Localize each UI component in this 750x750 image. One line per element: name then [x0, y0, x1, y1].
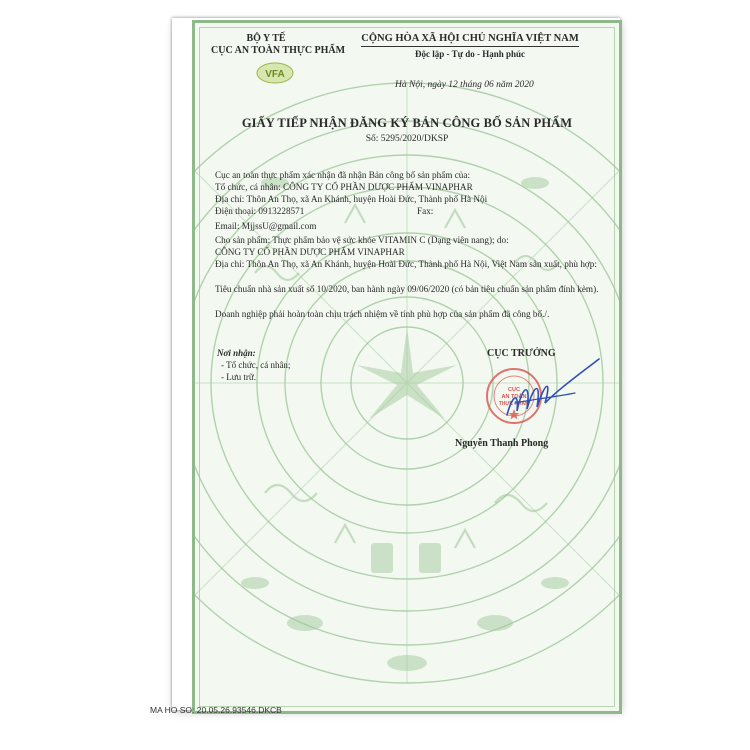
body-line-manufacturer-address: Địa chỉ: Thôn An Thọ, xã An Khánh, huyện Hoài Đức, Thành phố Hà Nội, Việt Nam sản xuất, phù hợp: [215, 259, 597, 269]
vfa-logo [255, 61, 295, 85]
document-number: Số: 5295/2020/DKSP [365, 134, 449, 144]
recipients-heading: Nơi nhận: [217, 348, 256, 358]
country-name: CỘNG HÒA XÃ HỘI CHỦ NGHĨA VIỆT NAM [361, 33, 579, 47]
body-line-intro: Cục an toàn thực phẩm xác nhận đã nhận Bản công bố sản phẩm của: [215, 170, 471, 180]
issuing-agency [211, 33, 346, 57]
recipient-item: - Lưu trữ. [221, 372, 256, 382]
agency-name: CỤC AN TOÀN THỰC PHẨM [211, 45, 346, 56]
handwritten-signature [495, 353, 605, 433]
certificate-page [172, 18, 620, 710]
national-motto: Độc lập - Tự do - Hạnh phúc [414, 49, 525, 59]
body-line-address: Địa chỉ: Thôn An Thọ, xã An Khánh, huyện Hoài Đức, Thành phố Hà Nội [215, 194, 488, 204]
national-header [335, 33, 605, 60]
issue-date: Hà Nội, ngày 12 tháng 06 năm 2020 [395, 80, 534, 90]
stamp-line-2: AN TOÀN [501, 394, 527, 400]
stamp-line-3: THỰC PHẨM [498, 401, 530, 407]
document-title: GIẤY TIẾP NHẬN ĐĂNG KÝ BẢN CÔNG BỐ SẢN PHẨM [241, 116, 573, 130]
ministry-name: BỘ Y TẾ [246, 33, 286, 44]
dossier-code: MA HO SO: 20.05.26.93546.DKCB [150, 705, 282, 715]
signer-name: Nguyễn Thanh Phong [455, 438, 549, 449]
stamp-line-1: CỤC [508, 387, 520, 393]
body-line-manufacturer: CÔNG TY CỔ PHẦN DƯỢC PHẨM VINAPHAR [215, 247, 405, 257]
body-line-standard: Tiêu chuẩn nhà sản xuất số 10/2020, ban hành ngày 09/06/2020 (có bản tiêu chuẩn sản phẩm đính kèm). [215, 284, 599, 294]
logo-lettering: VFA [265, 69, 285, 80]
signer-title: CỤC TRƯỞNG [487, 348, 556, 359]
document-text [195, 23, 619, 711]
body-line-product: Cho sản phẩm: Thực phẩm bảo vệ sức khỏe VITAMIN C (Dạng viên nang); do: [215, 235, 509, 245]
body-line-organization: Tổ chức, cá nhân: CÔNG TY CỔ PHẦN DƯỢC PHẨM VINAPHAR [215, 182, 473, 192]
body-line-phone: Điện thoại: 0913228571 [215, 206, 305, 216]
body-line-responsibility: Doanh nghiệp phải hoàn toàn chịu trách nhiệm về tính phù hợp của sản phẩm đã công bố./. [215, 309, 550, 319]
body-line-fax: Fax: [417, 206, 434, 216]
recipient-item: - Tổ chức, cá nhân; [221, 360, 291, 370]
certificate-border [192, 20, 622, 714]
body-line-email: Email: MjjssU@gmail.com [215, 221, 317, 231]
